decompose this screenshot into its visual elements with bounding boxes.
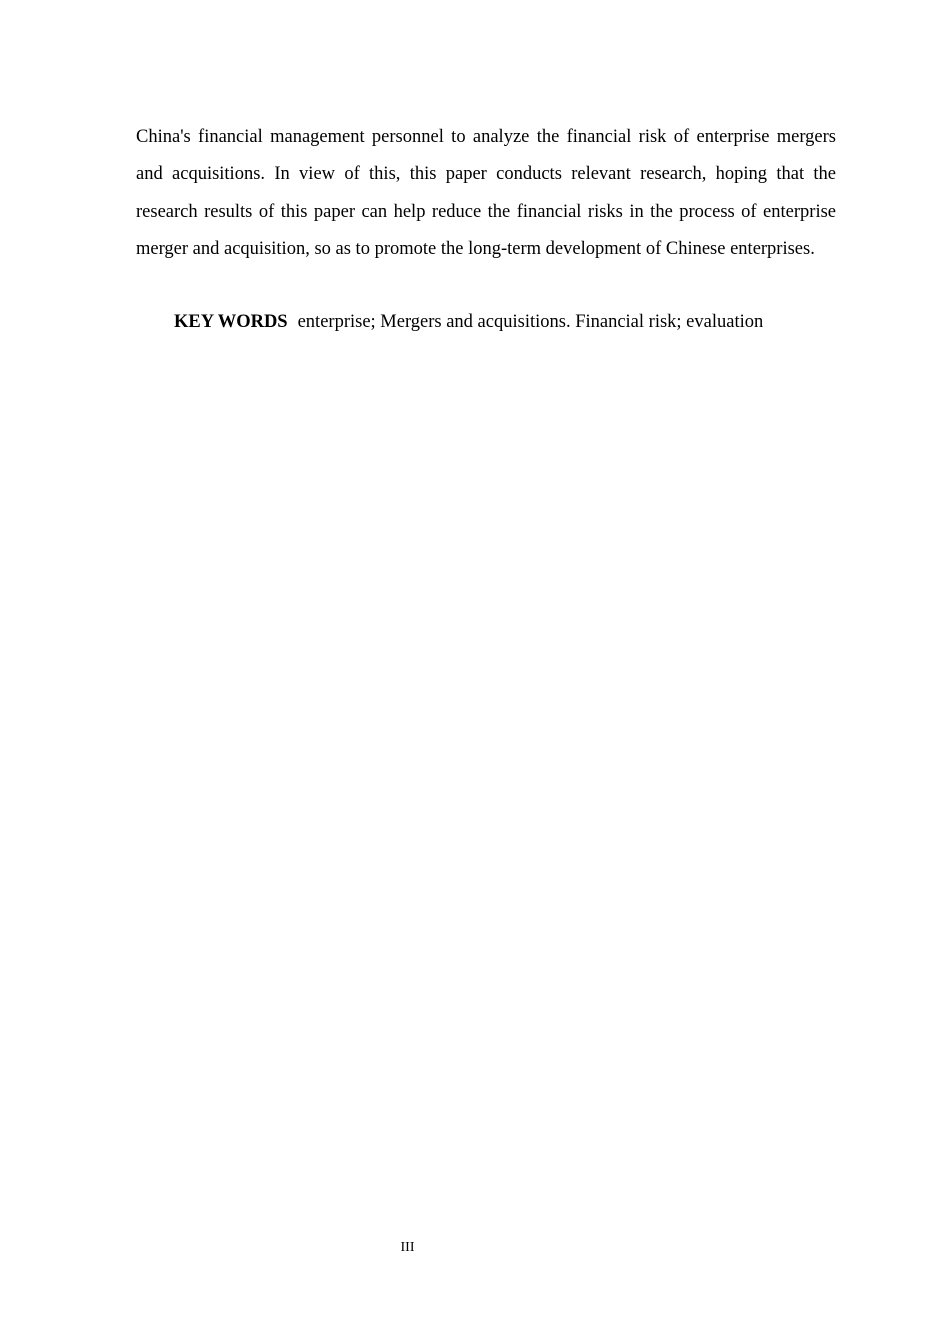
abstract-paragraph: China's financial management personnel to analyze the financial risk of enterprise mergers and acquisitions. In view of this, this paper conducts relevant research, hoping that the research results of this paper can help reduce the financial risks in the process of enterprise merger and acquisition, so as to promote the long-term development of Chinese enterprises. (136, 127, 836, 259)
keywords-text: enterprise; Mergers and acquisitions. Financial risk; evaluation (297, 312, 764, 332)
page-number: III (400, 1240, 415, 1255)
keywords-line (174, 304, 836, 341)
keywords-label: KEY WORDS (174, 312, 288, 332)
